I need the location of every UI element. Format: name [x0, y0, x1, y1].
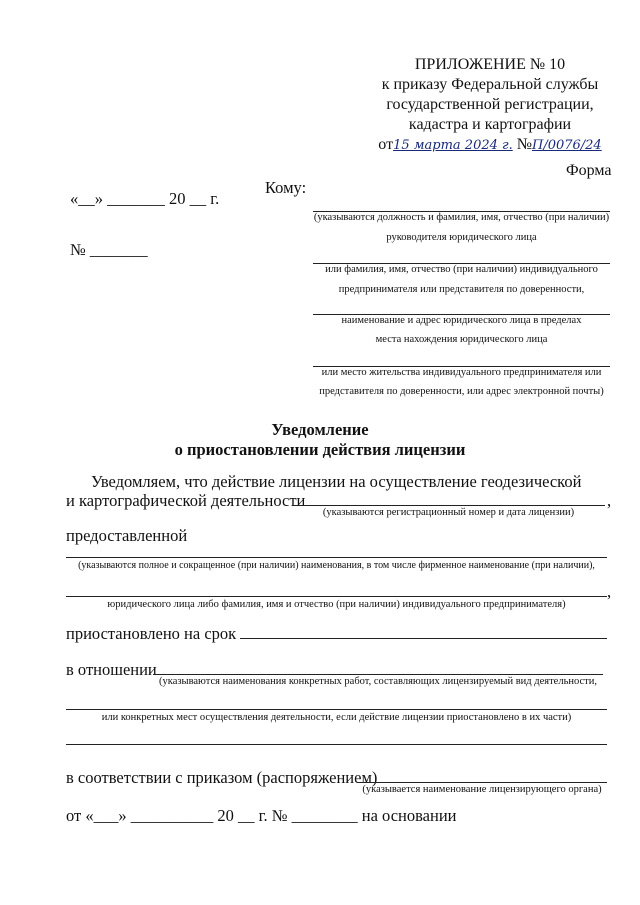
body-text: предоставленной: [66, 526, 188, 545]
date-field: «__» _______ 20 __ г.: [70, 189, 220, 208]
licensee-line: [66, 557, 607, 558]
recipient-hint: представителя по доверенности, или адрес электронной почты): [319, 386, 604, 397]
authority-line: [357, 782, 607, 783]
authority-hint: (указывается наименование лицензирующего органа): [362, 784, 602, 795]
license-line: [292, 505, 605, 506]
recipient-hint: места нахождения юридического лица: [375, 334, 548, 345]
handwritten-number: П/0076/24: [531, 138, 602, 153]
appendix-header: [360, 55, 620, 156]
recipient-hint: или фамилия, имя, отчество (при наличии) индивидуального: [325, 264, 598, 275]
date-prefix: от: [378, 136, 394, 153]
recipient-hint: или место жительства индивидуального предпринимателя или: [321, 367, 602, 378]
number-prefix: №: [516, 136, 532, 153]
appendix-title: ПРИЛОЖЕНИЕ № 10: [414, 56, 566, 73]
body-text: Уведомляем, что действие лицензии на осуществление геодезической: [91, 472, 582, 491]
comma: ,: [607, 491, 612, 510]
body-text: и картографической деятельности: [66, 491, 306, 510]
body-text: в соответствии с приказом (распоряжением): [66, 768, 378, 787]
order-reference: [360, 135, 620, 156]
scope-line: [66, 709, 607, 710]
document-title: Уведомление: [271, 420, 369, 439]
body-text: от «___» __________ 20 __ г. № ________ на основании: [66, 806, 457, 825]
handwritten-date: 15 марта 2024 г.: [393, 138, 513, 153]
recipient-hint: наименование и адрес юридического лица в пределах: [341, 315, 582, 326]
appendix-line: кадастра и картографии: [408, 116, 572, 133]
scope-hint: или конкретных мест осуществления деятельности, если действие лицензии приостановлено в их части): [101, 712, 572, 723]
license-hint: (указываются регистрационный номер и дата лицензии): [322, 507, 575, 518]
licensee-hint: юридического лица либо фамилия, имя и отчество (при наличии) индивидуального предпринимателя): [107, 599, 566, 610]
form-label: Форма: [566, 162, 612, 179]
appendix-line: государственной регистрации,: [386, 96, 594, 113]
comma: ,: [607, 582, 612, 601]
body-text: приостановлено на срок: [66, 624, 237, 643]
scope-line: [66, 744, 607, 745]
scope-line: [153, 674, 603, 675]
term-line: [240, 638, 607, 639]
licensee-line: [66, 596, 607, 597]
recipient-hint: (указываются должность и фамилия, имя, отчество (при наличии): [313, 212, 610, 223]
licensee-hint: (указываются полное и сокращенное (при наличии) наименования, в том числе фирменное наименование (при наличии),: [78, 560, 595, 571]
recipient-hint: руководителя юридического лица: [386, 232, 537, 243]
body-text: в отношении: [66, 660, 157, 679]
document-subtitle: о приостановлении действия лицензии: [174, 440, 466, 459]
recipient-hint: предпринимателя или представителя по доверенности,: [338, 284, 585, 295]
appendix-line: к приказу Федеральной службы: [381, 76, 599, 93]
scope-hint: (указываются наименования конкретных работ, составляющих лицензируемый вид деятельности,: [159, 676, 597, 687]
to-label: Кому:: [265, 178, 307, 197]
number-field: № _______: [70, 240, 148, 259]
